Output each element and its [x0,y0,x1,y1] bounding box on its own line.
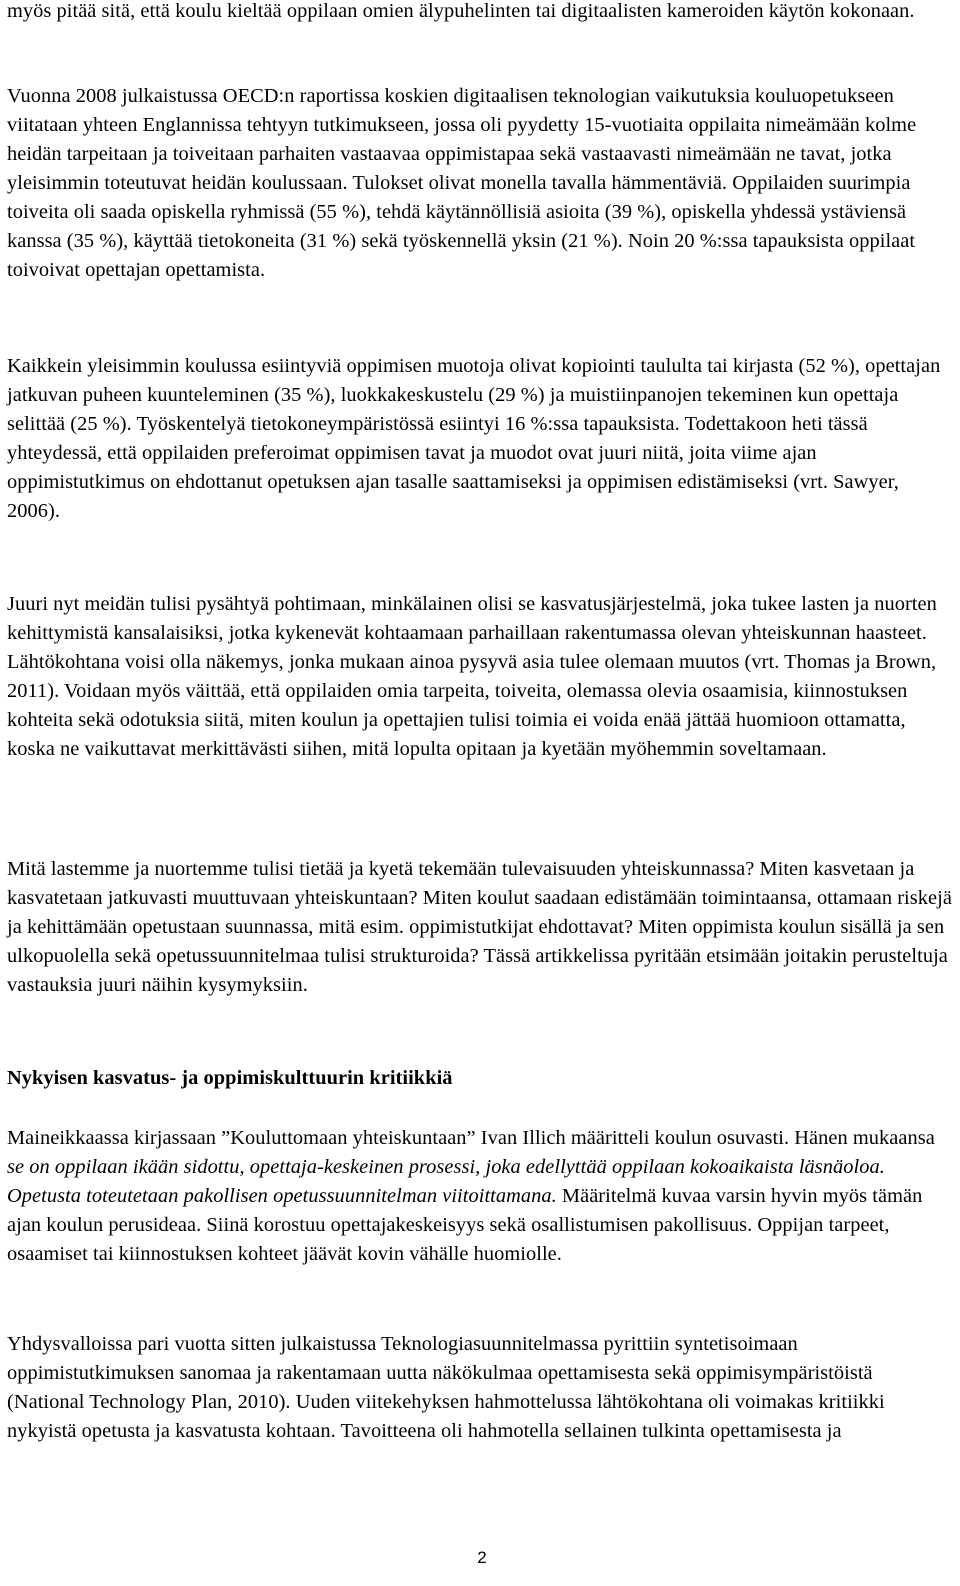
body-paragraph [7,1124,953,1269]
body-paragraph: Juuri nyt meidän tulisi pysähtyä pohtimaan, minkälainen olisi se kasvatusjärjestelmä, joka tukee lasten ja nuorten kehittymistä kansalaisiksi, jotka kykenevät kohtaamaan parhaillaan rakentumassa olevan yhteiskunnan haasteet. Lähtökohtana voisi olla näkemys, jonka mukaan ainoa pysyvä asia tulee olemaan muutos (vrt. Thomas ja Brown, 2011). Voidaan myös väittää, että oppilaiden omia tarpeita, toiveita, olemassa olevia osaamisia, kiinnostuksen kohteita sekä odotuksia siitä, miten koulun ja opettajien tulisi toimia ei voida enää jättää huomioon ottamatta, koska ne vaikuttavat merkittävästi siihen, mitä lopulta opitaan ja kyetään myöhemmin soveltamaan. [7,593,937,760]
paragraph-text: Maineikkaassa kirjassaan ”Kouluttomaan yhteiskuntaan” Ivan Illich määritteli koulun osuvasti. Hänen mukaansa [7,1127,935,1149]
body-paragraph: Mitä lastemme ja nuortemme tulisi tietää ja kyetä tekemään tulevaisuuden yhteiskunnassa? Miten kasvetaan ja kasvatetaan jatkuvasti muuttuvaan yhteiskuntaan? Miten koulut saadaan edistämään toimintaansa, ottamaan riskejä ja kehittämään opetustaan suunnassa, mitä esim. oppimistutkijat ehdottavat? Miten oppimista koulun sisällä ja sen ulkopuolella sekä opetussuunnitelmaa tulisi strukturoida? Tässä artikkelissa pyritään etsimään joitakin perusteltuja vastauksia juuri näihin kysymyksiin. [7,858,952,996]
body-paragraph: myös pitää sitä, että koulu kieltää oppilaan omien älypuhelinten tai digitaalisten kameroiden käytön kokonaan. [7,0,915,22]
body-paragraph: Vuonna 2008 julkaistussa OECD:n raportissa koskien digitaalisen teknologian vaikutuksia kouluopetukseen viitataan yhteen Englannissa tehtyyn tutkimukseen, jossa oli pyydetty 15-vuotiaita oppilaita nimeämään kolme heidän tarpeitaan ja toiveitaan parhaiten vastaavaa oppimistapaa sekä vastaavasti nimeämään ne tavat, jotka yleisimmin toteutuvat heidän koulussaan. Tulokset olivat monella tavalla hämmentäviä. Oppilaiden suurimpia toiveita oli saada opiskella ryhmissä (55 %), tehdä käytännöllisiä asioita (39 %), opiskella yhdessä ystäviensä kanssa (35 %), käyttää tietokoneita (31 %) sekä työskennellä yksin (21 %). Noin 20 %:ssa tapauksista oppilaat toivoivat opettajan opettamista. [7,85,917,281]
body-paragraph: Kaikkein yleisimmin koulussa esiintyviä oppimisen muotoja olivat kopiointi taululta tai kirjasta (52 %), opettajan jatkuvan puheen kuunteleminen (35 %), luokkakeskustelu (29 %) ja muistiinpanojen tekeminen kun opettaja selittää (25 %). Työskentelyä tietokoneympäristössä esiintyi 16 %:ssa tapauksista. Todettakoon heti tässä yhteydessä, että oppilaiden preferoimat oppimisen tavat ja muodot ovat juuri niitä, joita viime ajan oppimistutkimus on ehdottanut opetuksen ajan tasalle saattamiseksi ja oppimisen edistämiseksi (vrt. Sawyer, 2006). [7,355,941,522]
section-heading: Nykyisen kasvatus- ja oppimiskulttuurin kritiikkiä [7,1067,453,1089]
italic-quote: se on oppilaan ikään sidottu, opettaja-keskeinen prosessi, joka edellyttää oppilaan kokoaikaista läsnäoloa. Opetusta toteutetaan pakollisen opetussuunnitelman viitoittamana. [7,1156,885,1207]
paragraph-text: Määritelmä kuvaa varsin hyvin myös tämän ajan koulun perusideaa. Siinä korostuu opettajakeskeisyys sekä osallistumisen pakollisuus. Oppijan tarpeet, osaamiset tai kiinnostuksen kohteet jäävät kovin vähälle huomiolle. [7,1185,923,1265]
body-paragraph: Yhdysvalloissa pari vuotta sitten julkaistussa Teknologiasuunnitelmassa pyrittiin syntetisoimaan oppimistutkimuksen sanomaa ja rakentamaan uutta näkökulmaa opettamisesta sekä oppimisympäristöistä (National Technology Plan, 2010). Uuden viitekehyksen hahmottelussa lähtökohtana oli voimakas kritiikki nykyistä opetusta ja kasvatusta kohtaan. Tavoitteena oli hahmotella sellainen tulkinta opettamisesta ja [7,1333,885,1442]
page-number: 2 [477,1548,487,1567]
